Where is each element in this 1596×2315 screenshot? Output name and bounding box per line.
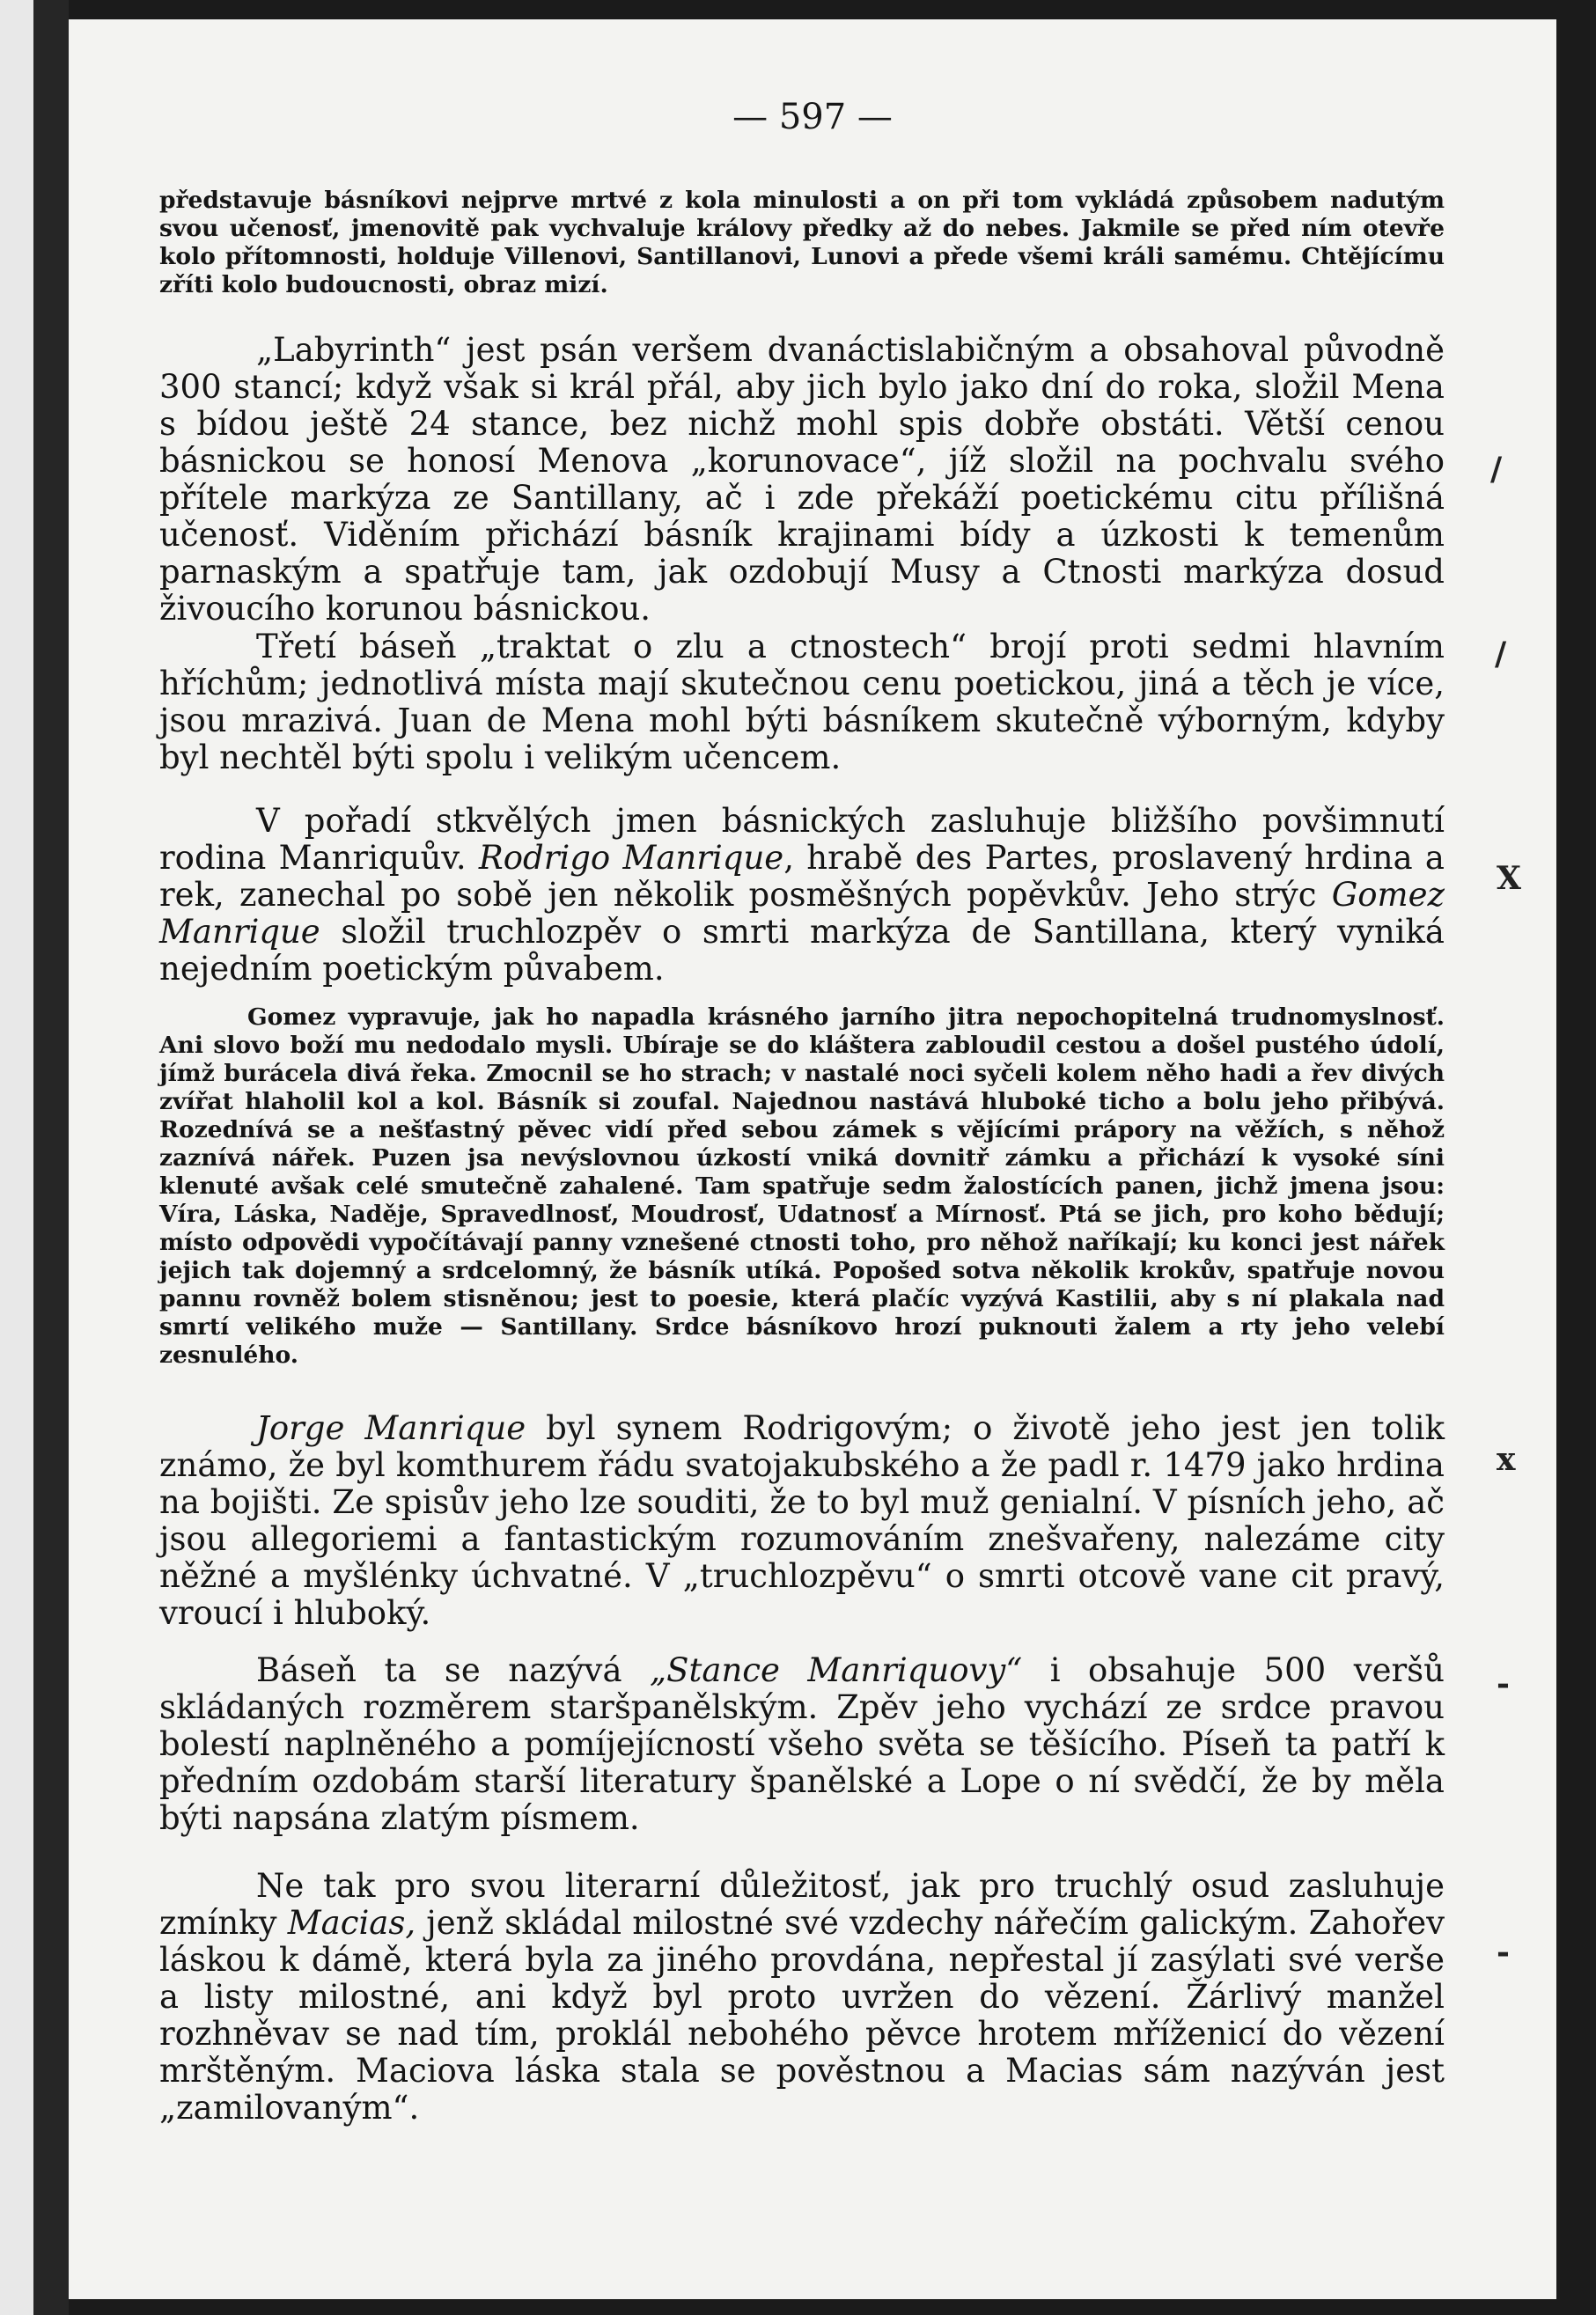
paragraph-4-text: Gomez vypravuje, jak ho napadla krásného jarního jitra nepochopitelná trudnomyslnosť. Ani slovo boží mu nedodalo mysli. Ubíraje se do kláštera zabloudil cestou a došel pustého údolí, jímž burácela divá řeka. Zmocnil se ho strach; v nastalé noci syčeli kolem něho hadi a řev divých zvířat hlaholil kol a kol. Básník si zoufal. Najednou nastává hluboké ticho a bolu jeho přibývá. Rozednívá se a nešťastný pěvec vidí před sebou zámek s vějícími prápory na věžích, s něhož zaznívá nářek. Puzen jsa nevýslovnou úzkostí vniká dovnitř zámku a přichází k vysoké síni klenuté avšak celé smutečně zahalené. Tam spatřuje sedm žalostících panen, jichž jmena jsou: Víra, Láska, Naděje, Spravedlnosť, Moudrosť, Udatnosť a Mírnosť. Ptá se jich, pro koho bědují; místo odpovědi vypočítávají panny vznešené ctnosti toho, pro něhož naříkají; ku konci jest nářek jejich tak dojemný a srdcelomný, že básník utíká. Popošed sotva několik krokův, spatřuje novou pannu rovněž bolem stisněnou; jest to poesie, která plačíc vyzývá Kastilii, aby s ní plakala nad smrtí velikého muže — Santillany. Srdce básníkovo hrozí puknouti žalem a rty jeho velebí zesnulého. [159,1003,1445,1369]
paragraph-7-text [159,1868,1445,2127]
person-name-gomez: Gomez Manrique [159,876,1445,951]
paragraph-6-text [159,1652,1445,1837]
paragraph-2-text: Třetí báseň „traktat o zlu a ctnostech“ brojí proti sedmi hlavním hříchům; jednotlivá místa mají skutečnou cenu poetickou, jiná a těch je více, jsou mrazivá. Juan de Mena mohl býti básníkem skutečně výborným, kdyby byl nechtěl býti spolu i velikým učencem. [159,628,1445,776]
paragraph-1 [159,332,1445,628]
paragraph-0-text: představuje básníkovi nejprve mrtvé z kola minulosti a on při tom vykládá způsobem nadutým svou učenosť, jmenovitě pak vychvaluje královy předky až do nebes. Jakmile se před ním otevře kolo přítomnosti, holduje Villenovi, Santillanovi, Lunovi a přede všemi králi samému. Chtějícímu zříti kolo budoucnosti, obraz mizí. [159,187,1445,298]
person-name-jorge: Jorge Manrique [256,1409,526,1447]
person-name-macias: Macias, [287,1904,416,1942]
paragraph-3-part-1: V pořadí stkvělých jmen básnických zasluhuje bližšího povšimnutí rodina Manriquův. [159,802,1445,877]
paragraph-6 [159,1652,1445,1837]
paragraph-3-part-3: složil truchlozpěv o smrti markýza de Santillana, který vyniká nejedním poetickým půvabem. [159,913,1445,988]
paragraph-5-text [159,1410,1445,1632]
scan-dark-edge [33,0,69,2315]
paragraph-6-part-1: Báseň ta se nazývá [256,1651,651,1689]
paragraph-3-part-2: , hrabě des Partes, proslavený hrdina a rek, zanechal po sobě jen několik posměšných popěvkův. Jeho strýc [159,839,1445,914]
paragraph-0 [159,187,1445,299]
margin-mark: - [1497,1665,1510,1702]
margin-mark: X [1497,860,1521,897]
paragraph-7-part-2: jenž skládal milostné své vzdechy nářečím galickým. Zahořev láskou k dámě, která byla za jiného provdána, nepřestal jí zasýlati své verše a listy milostné, ani když byl proto uvržen do vězení. Žárlivý manžel rozhněvav se nad tím, proklál nebohého pěvce hrotem mříženicí do vězení mrštěným. Maciova láska stala se pověstnou a Macias sám nazýván jest „zamilovaným“. [159,1904,1445,2127]
paragraph-7 [159,1868,1445,2127]
margin-mark: / [1490,451,1503,488]
paragraph-7-part-1: Ne tak pro svou literarní důležitosť, jak pro truchlý osud zasluhuje zmínky [159,1867,1445,1942]
paragraph-6-part-2: i obsahuje 500 veršů skládaných rozměrem staršpanělským. Zpěv jeho vychází ze srdce pravou bolestí naplněného a pomíjejícností všeho světa se těšícího. Píseň ta patří k předním ozdobám starší literatury španělské a Lope o ní svědčí, že by měla býti napsána zlatým písmem. [159,1651,1445,1837]
scan-left-margin [0,0,33,2315]
paragraph-3 [159,803,1445,988]
paragraph-5 [159,1410,1445,1632]
margin-mark: - [1497,1934,1510,1971]
paragraph-1-text: „Labyrinth“ jest psán veršem dvanáctislabičným a obsahoval původně 300 stancí; když však si král přál, aby jich bylo jako dní do roka, složil Mena s bídou ještě 24 stance, bez nichž mohl spis dobře obstáti. Větší cenou básnickou se honosí Menova „korunovace“, jíž složil na pochvalu svého přítele markýza ze Santillany, ač i zde překáží poetickému citu přílišná učenosť. Viděním přichází básník krajinami bídy a úzkosti k temenům parnaským a spatřuje tam, jak ozdobují Musy a Ctnosti markýza dosud živoucího korunou básnickou. [159,331,1445,628]
page-number: — 597 — [732,97,893,137]
paragraph-2 [159,628,1445,776]
paragraph-4 [159,1003,1445,1370]
margin-mark: x [1497,1441,1516,1478]
poem-title: „Stance Manriquovy“ [650,1651,1023,1689]
paragraph-5-part-1: byl synem Rodrigovým; o životě jeho jest jen tolik známo, že byl komthurem řádu svatojakubského a že padl r. 1479 jako hrdina na bojišti. Ze spisův jeho lze souditi, že to byl muž genialní. V písních jeho, ač jsou allegoriemi a fantastickým rozumováním znešvařeny, nalezáme city něžné a myšlénky úchvatné. V „truchlozpěvu“ o smrti otcově vane cit pravý, vroucí i hluboký. [159,1409,1445,1632]
book-page [69,19,1556,2299]
margin-mark: / [1495,636,1507,672]
person-name-rodrigo: Rodrigo Manrique [478,839,784,877]
paragraph-3-text [159,803,1445,988]
